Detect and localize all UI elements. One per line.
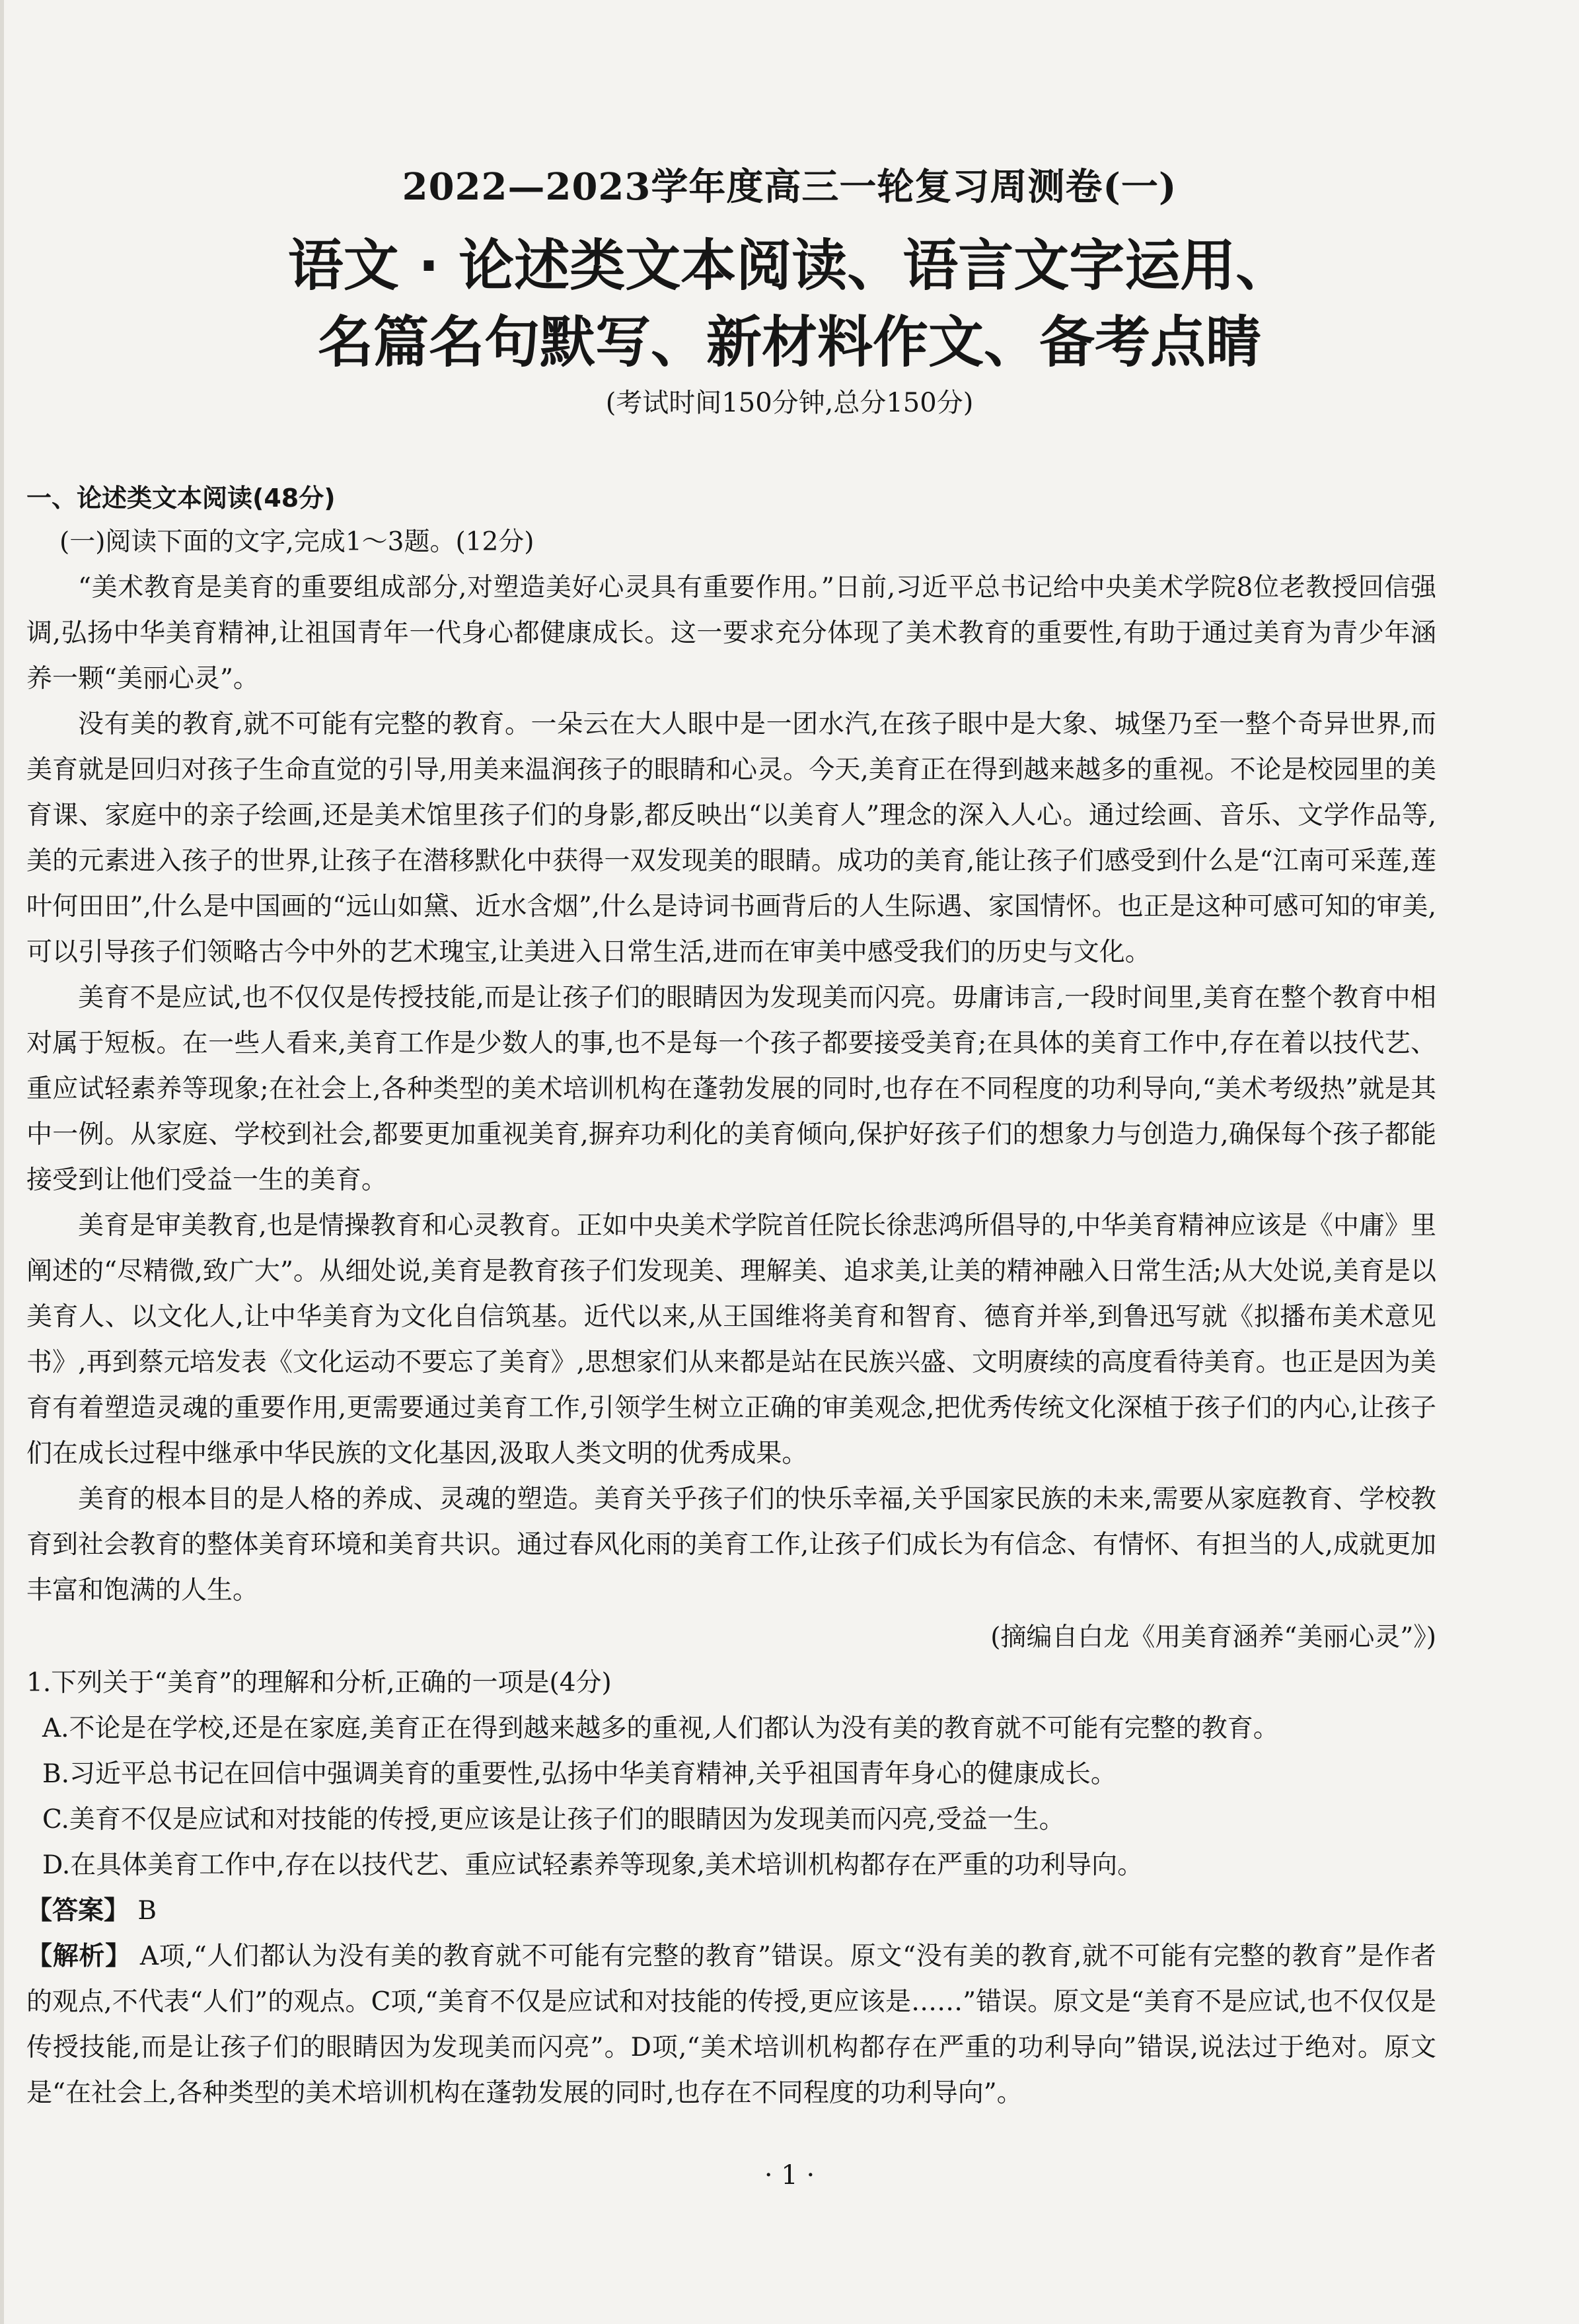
section-heading: 一、论述类文本阅读(48分) [26,484,336,513]
answer-value: B [137,1896,157,1926]
question-1-option-c: C.美育不仅是应试和对技能的传授,更应该是让孩子们的眼睛因为发现美而闪亮,受益一生。 [42,1805,1065,1834]
subject-title-line-2: 名篇名句默写、新材料作文、备考点睛 [317,310,1261,375]
analysis-text: A项,“人们都认为没有美的教育就不可能有完整的教育”错误。原文“没有美的教育,就不可能有完整的教育”是作者的观点,不代表“人们”的观点。C项,“美育不仅是应试和对技能的传授,更应该是……”错误。原文是“美育不是应试,也不仅仅是传授技能,而是让孩子们的眼睛因为发现美而闪亮”。D项,“美术培训机构都存在严重的功利导向”错误,说法过于绝对。原文是“在社会上,各种类型的美术培训机构在蓬勃发展的同时,也存在不同程度的功利导向”。 [26,1942,1436,2108]
subject-title [0,227,1579,381]
exam-content [26,477,1436,2116]
page-number: · 1 · [764,2160,815,2191]
exam-time-note: (考试时间150分钟,总分150分) [605,388,974,418]
sub-heading: (一)阅读下面的文字,完成1～3题。(12分) [59,527,534,557]
passage-source: (摘编自白龙《用美育涵养“美丽心灵”》) [990,1622,1436,1652]
subject-title-line-1: 语文 · 论述类文本阅读、语言文字运用、 [287,233,1292,298]
passage-paragraph-2: 没有美的教育,就不可能有完整的教育。一朵云在大人眼中是一团水汽,在孩子眼中是大象、城堡乃至一整个奇异世界,而美育就是回归对孩子生命直觉的引导,用美来温润孩子的眼睛和心灵。今天,美育正在得到越来越多的重视。不论是校园里的美育课、家庭中的亲子绘画,还是美术馆里孩子们的身影,都反映出“以美育人”理念的深入人心。通过绘画、音乐、文学作品等,美的元素进入孩子的世界,让孩子在潜移默化中获得一双发现美的眼睛。成功的美育,能让孩子们感受到什么是“江南可采莲,莲叶何田田”,什么是中国画的“远山如黛、近水含烟”,什么是诗词书画背后的人生际遇、家国情怀。也正是这种可感可知的审美,可以引导孩子们领略古今中外的艺术瑰宝,让美进入日常生活,进而在审美中感受我们的历史与文化。 [26,709,1436,967]
question-1-stem: 1.下列关于“美育”的理解和分析,正确的一项是(4分) [26,1668,612,1698]
exam-header [0,164,1579,421]
answer-label: 【答案】 [26,1896,130,1926]
passage-paragraph-1: “美术教育是美育的重要组成部分,对塑造美好心灵具有重要作用。”日前,习近平总书记给中央美术学院8位老教授回信强调,弘扬中华美育精神,让祖国青年一代身心都健康成长。这一要求充分体现了美术教育的重要性,有助于通过美育为青少年涵养一颗“美丽心灵”。 [26,573,1436,694]
question-1-answer [26,1888,1436,1934]
analysis-label: 【解析】 [26,1942,131,1971]
question-1-option-a: A.不论是在学校,还是在家庭,美育正在得到越来越多的重视,人们都认为没有美的教育就不可能有完整的教育。 [42,1714,1279,1743]
question-1-option-b: B.习近平总书记在回信中强调美育的重要性,弘扬中华美育精神,关乎祖国青年身心的健康成长。 [42,1759,1117,1789]
passage-paragraph-5: 美育的根本目的是人格的养成、灵魂的塑造。美育关乎孩子们的快乐幸福,关乎国家民族的未来,需要从家庭教育、学校教育到社会教育的整体美育环境和美育共识。通过春风化雨的美育工作,让孩子们成长为有信念、有情怀、有担当的人,成就更加丰富和饱满的人生。 [26,1484,1436,1605]
question-1-analysis [26,1934,1436,2116]
question-1-option-d: D.在具体美育工作中,存在以技代艺、重应试轻素养等现象,美术培训机构都存在严重的功利导向。 [42,1850,1144,1880]
passage-paragraph-3: 美育不是应试,也不仅仅是传授技能,而是让孩子们的眼睛因为发现美而闪亮。毋庸讳言,一段时间里,美育在整个教育中相对属于短板。在一些人看来,美育工作是少数人的事,也不是每一个孩子都要接受美育;在具体的美育工作中,存在着以技代艺、重应试轻素养等现象;在社会上,各种类型的美术培训机构在蓬勃发展的同时,也存在不同程度的功利导向,“美术考级热”就是其中一例。从家庭、学校到社会,都要更加重视美育,摒弃功利化的美育倾向,保护好孩子们的想象力与创造力,确保每个孩子都能接受到让他们受益一生的美育。 [26,983,1436,1195]
passage-paragraph-4: 美育是审美教育,也是情操教育和心灵教育。正如中央美术学院首任院长徐悲鸿所倡导的,中华美育精神应该是《中庸》里阐述的“尽精微,致广大”。从细处说,美育是教育孩子们发现美、理解美、追求美,让美的精神融入日常生活;从大处说,美育是以美育人、以文化人,让中华美育为文化自信筑基。近代以来,从王国维将美育和智育、德育并举,到鲁迅写就《拟播布美术意见书》,再到蔡元培发表《文化运动不要忘了美育》,思想家们从来都是站在民族兴盛、文明赓续的高度看待美育。也正是因为美育有着塑造灵魂的重要作用,更需要通过美育工作,引领学生树立正确的审美观念,把优秀传统文化深植于孩子们的内心,让孩子们在成长过程中继承中华民族的文化基因,汲取人类文明的优秀成果。 [26,1211,1436,1469]
exam-title: 2022—2023学年度高三一轮复习周测卷(一) [402,165,1177,209]
